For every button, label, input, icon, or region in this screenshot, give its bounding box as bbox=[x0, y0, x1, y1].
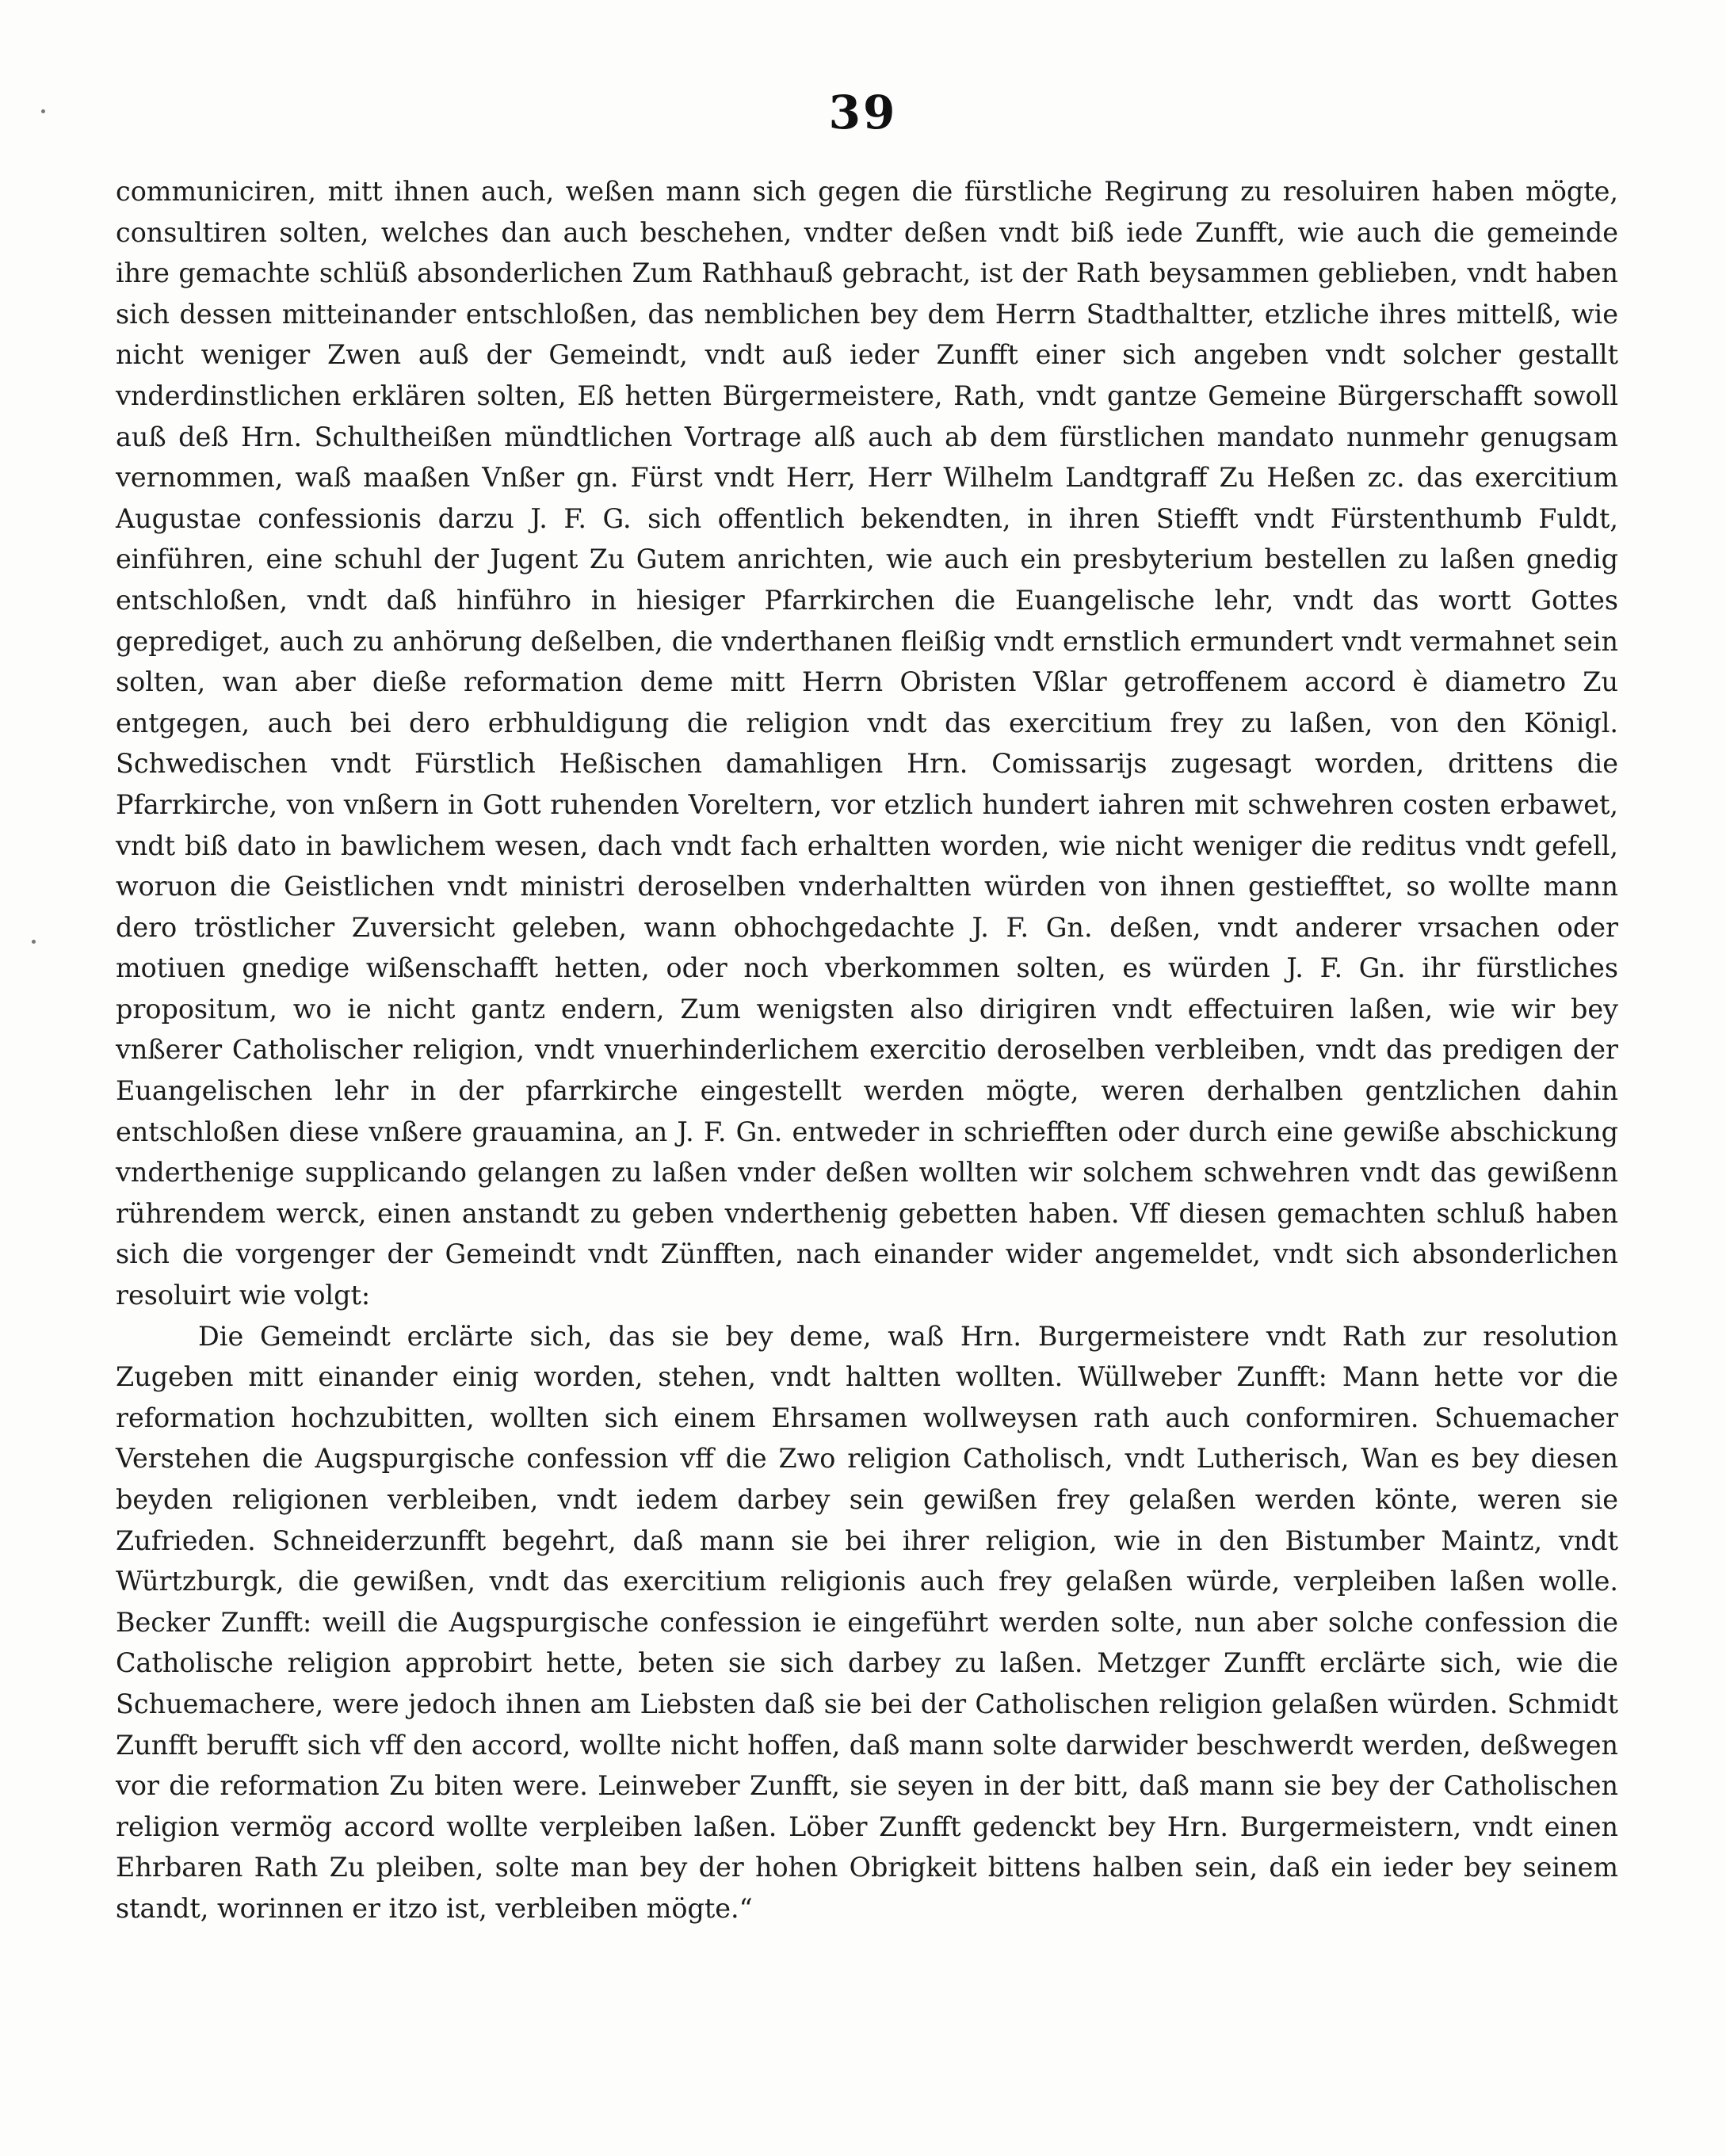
page-number: 39 bbox=[828, 86, 898, 139]
paragraph-council-resolution: communiciren, mitt ihnen auch, weßen mann sich gegen die fürstliche Regirung zu resoluiren haben mögte, consultiren solten, welches dan auch beschehen, vndter deßen vndt biß iede Zunfft, wie auch die gemeinde ihre gemachte schlüß absonderlichen Zum Rathhauß gebracht, ist der Rath beysammen geblieben, vndt haben sich dessen mitteinander entschloßen, das nemblichen bey dem Herrn Stadthaltter, etzliche ihres mittelß, wie nicht weniger Zwen auß der Gemeindt, vndt auß ieder Zunfft einer sich angeben vndt solcher gestallt vnderdinstlichen erklären solten, Eß hetten Bürgermeistere, Rath, vndt gantze Gemeine Bürgerschafft sowoll auß deß Hrn. Schultheißen mündtlichen Vortrage alß auch ab dem fürstlichen mandato nunmehr genugsam vernommen, waß maaßen Vnßer gn. Fürst vndt Herr, Herr Wilhelm Landtgraff Zu Heßen zc. das exercitium Augustae confessionis darzu J. F. G. sich offentlich bekendten, in ihren Stiefft vndt Fürstenthumb Fuldt, einführen, eine schuhl der Jugent Zu Gutem anrichten, wie auch ein presbyterium bestellen zu laßen gnedig entschloßen, vndt daß hinführo in hiesiger Pfarrkirchen die Euangelische lehr, vndt das wortt Gottes geprediget, auch zu anhörung deßelben, die vnderthanen fleißig vndt ernstlich ermundert vndt vermahnet sein solten, wan aber dieße reformation deme mitt Herrn Obristen Vßlar getroffenem accord è diametro Zu entgegen, auch bei dero erbhuldigung die religion vndt das exercitium frey zu laßen, von den Königl. Schwedischen vndt Fürstlich Heßischen damahligen Hrn. Comissarijs zugesagt worden, drittens die Pfarrkirche, von vnßern in Gott ruhenden Voreltern, vor etzlich hundert iahren mit schwehren costen erbawet, vndt biß dato in bawlichem wesen, dach vndt fach erhaltten worden, wie nicht weniger die reditus vndt gefell, woruon die Geistlichen vndt ministri deroselben vnderhaltten würden von ihnen gestiefftet, so wollte mann dero tröstlicher Zuversicht geleben, wann obhochgedachte J. F. Gn. deßen, vndt anderer vrsachen oder motiuen gnedige wißenschafft hetten, oder noch vberkommen solten, es würden J. F. Gn. ihr fürstliches propositum, wo ie nicht gantz endern, Zum wenigsten also dirigiren vndt effectuiren laßen, wie wir bey vnßerer Catholischer religion, vndt vnuerhinderlichem exercitio deroselben verbleiben, vndt das predigen der Euangelischen lehr in der pfarrkirche eingestellt werden mögte, weren derhalben gentzlichen dahin entschloßen diese vnßere grauamina, an J. F. Gn. entweder in schriefften oder durch eine gewiße abschickung vnderthenige supplicando gelangen zu laßen vnder deßen wollten wir solchem schwehren vndt das gewißenn rührendem werck, einen anstandt zu geben vnderthenig gebetten haben. Vff diesen gemachten schluß haben sich die vorgenger der Gemeindt vndt Zünfften, nach einander wider angemeldet, vndt sich absonderlichen resoluirt wie volgt: bbox=[116, 176, 1618, 1311]
paragraph-guild-declarations: Die Gemeindt erclärte sich, das sie bey deme, waß Hrn. Burgermeistere vndt Rath zur resolution Zugeben mitt einander einig worden, stehen, vndt haltten wollten. Wüllweber Zunfft: Mann hette vor die reformation hochzubitten, wollten sich einem Ehrsamen wollweysen rath auch conformiren. Schuemacher Verstehen die Augspurgische confession vff die Zwo religion Catholisch, vndt Lutherisch, Wan es bey diesen beyden religionen verbleiben, vndt iedem darbey sein gewißen frey gelaßen werden könte, weren sie Zufrieden. Schneiderzunfft begehrt, daß mann sie bei ihrer religion, wie in den Bistumber Maintz, vndt Würtzburgk, die gewißen, vndt das exercitium religionis auch frey gelaßen würde, verpleiben laßen wolle. Becker Zunfft: weill die Augspurgische confession ie eingeführt werden solte, nun aber solche confession die Catholische religion approbirt hette, beten sie sich darbey zu laßen. Metzger Zunfft erclärte sich, wie die Schuemachere, were jedoch ihnen am Liebsten daß sie bei der Catholischen religion gelaßen würden. Schmidt Zunfft berufft sich vff den accord, wollte nicht hoffen, daß mann solte darwider beschwerdt werden, deßwegen vor die reformation Zu biten were. Leinweber Zunfft, sie seyen in der bitt, daß mann sie bey der Catholischen religion vermög accord wollte verpleiben laßen. Löber Zunfft gedenckt bey Hrn. Burgermeistern, vndt einen Ehrbaren Rath Zu pleiben, solte man bey der hohen Obrigkeit bittens halben sein, daß ein ieder bey seinem standt, worinnen er itzo ist, verbleiben mögte.“ bbox=[116, 1320, 1618, 1924]
body-text bbox=[116, 171, 1618, 1929]
margin-speck bbox=[32, 940, 36, 944]
